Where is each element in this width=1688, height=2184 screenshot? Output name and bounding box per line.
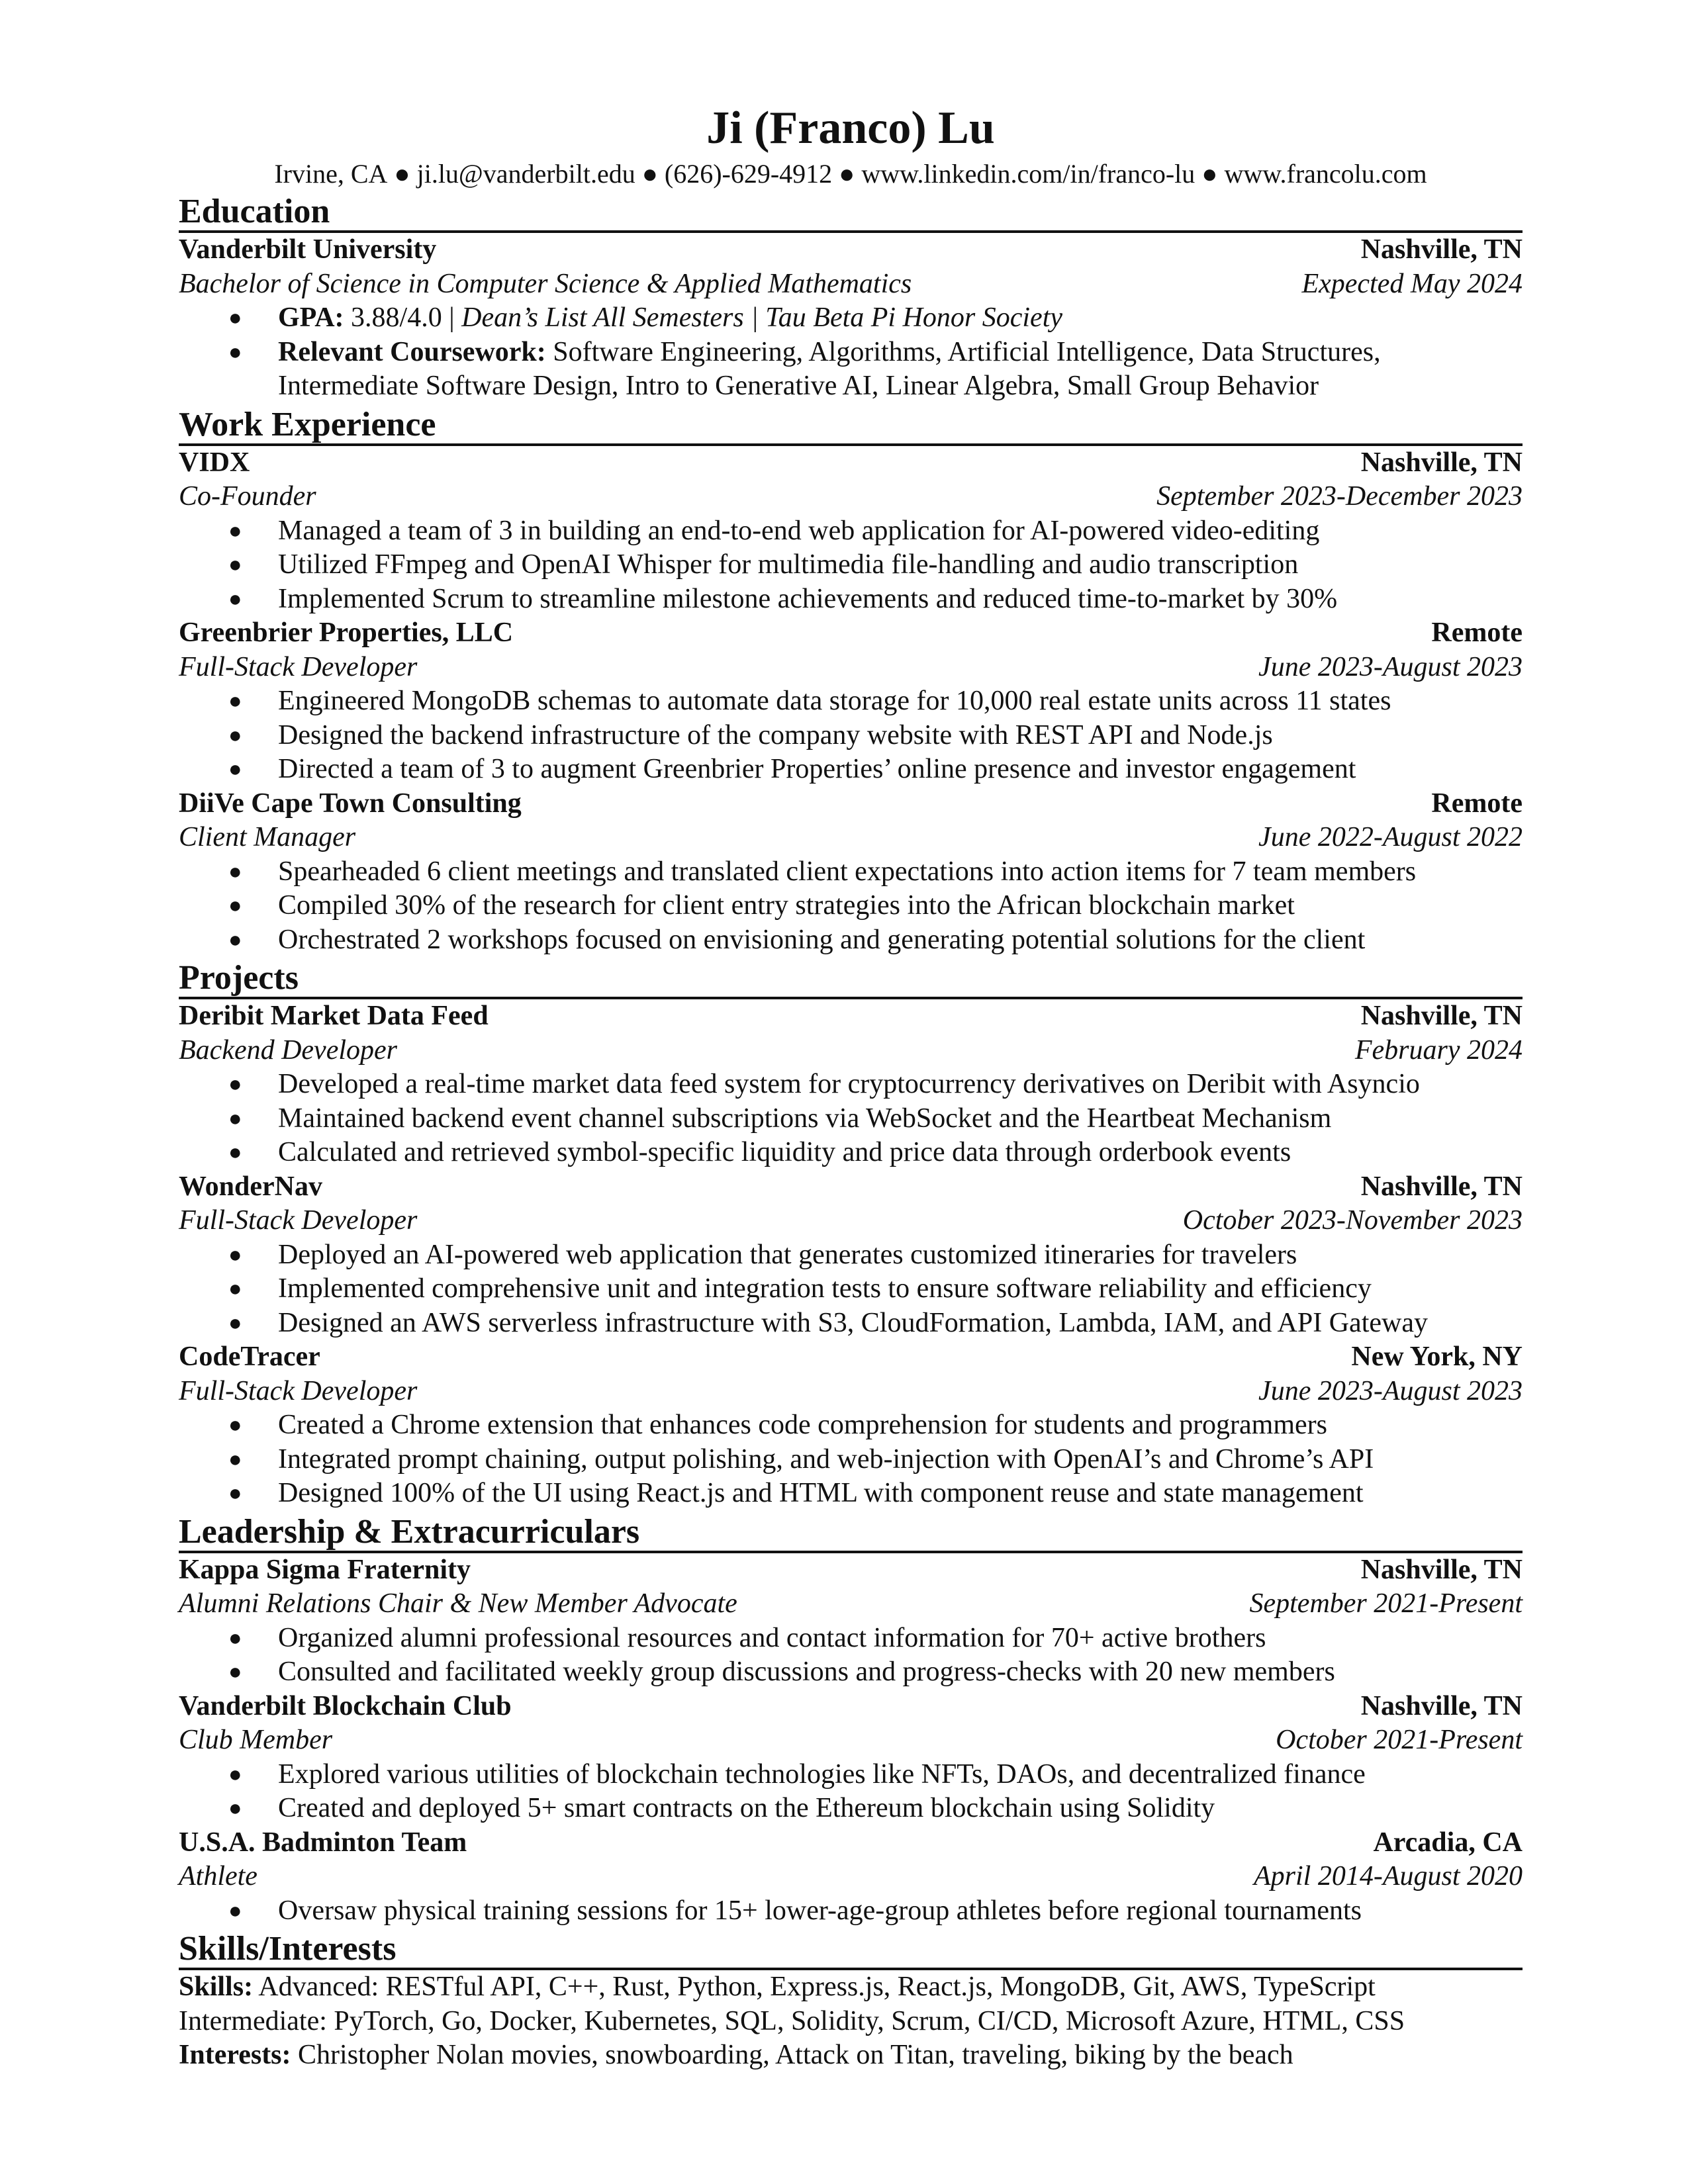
bullet-item — [228, 1068, 1523, 1102]
school-name: Vanderbilt University — [179, 234, 437, 265]
contact-website-link[interactable]: www.francolu.com — [1224, 159, 1427, 189]
entry-date: June 2023-August 2023 — [1258, 651, 1523, 682]
bullet-text: Maintained backend event channel subscriptions via WebSocket and the Heartbeat Mechanism — [278, 1103, 1332, 1134]
entry-bullets — [179, 1238, 1523, 1341]
education-degree-row — [179, 267, 1523, 302]
entry-role-row — [179, 1587, 1523, 1621]
degree: Bachelor of Science in Computer Science & Applied Mathematics — [179, 268, 912, 299]
organization-name: WonderNav — [179, 1171, 323, 1202]
bullet-dot: ● — [228, 893, 242, 918]
entry-role-row — [179, 1375, 1523, 1409]
interests-label: Interests: — [179, 2040, 291, 2070]
bullet-dot: ● — [228, 586, 242, 612]
bullet-item — [228, 889, 1523, 923]
entry-location: Nashville, TN — [1360, 1171, 1523, 1202]
skills-advanced: Advanced: RESTful API, C++, Rust, Python, Express.js, React.js, MongoDB, Git, AWS, TypeScript — [253, 1972, 1376, 2002]
entry — [179, 787, 1523, 958]
entry-location: Nashville, TN — [1360, 447, 1523, 478]
bullet-item — [228, 1272, 1523, 1306]
entry-role: Full-Stack Developer — [179, 1375, 418, 1406]
entry-date: June 2023-August 2023 — [1258, 1375, 1523, 1406]
entry-header-row — [179, 999, 1523, 1034]
entry-header-row — [179, 1826, 1523, 1860]
bullet-dot: ● — [228, 1413, 242, 1437]
entry-date: September 2023-December 2023 — [1156, 481, 1523, 512]
bullet-item — [228, 1136, 1523, 1170]
entry-bullets — [179, 1758, 1523, 1826]
bullet-text: Directed a team of 3 to augment Greenbrier Properties’ online presence and investor engagement — [278, 754, 1356, 784]
bullet-text: Implemented Scrum to streamline milestone achievements and reduced time-to-market by 30% — [278, 583, 1338, 614]
entry-location: Remote — [1431, 788, 1523, 819]
bullet-text: Integrated prompt chaining, output polishing, and web-injection with OpenAI’s and Chrome’s API — [278, 1443, 1374, 1475]
entry-role-row — [179, 1723, 1523, 1758]
entry — [179, 999, 1523, 1170]
entry-location: Remote — [1431, 617, 1523, 648]
bullet-dot: ● — [228, 1660, 242, 1684]
project-entries — [179, 999, 1523, 1511]
contact-line — [179, 158, 1523, 191]
entry-date: October 2023-November 2023 — [1182, 1205, 1523, 1236]
entry-location: Nashville, TN — [1360, 1001, 1523, 1031]
bullet-dot: ● — [228, 1481, 242, 1506]
bullet-dot: ● — [228, 1072, 242, 1097]
bullet-text: Utilized FFmpeg and OpenAI Whisper for multimedia file-handling and audio transcription — [278, 549, 1299, 580]
bullet-item — [228, 1894, 1523, 1929]
bullet-text: Deployed an AI-powered web application that generates customized itineraries for travelers — [278, 1239, 1297, 1270]
bullet-dot: ● — [228, 859, 242, 884]
bullet-text: Developed a real-time market data feed system for cryptocurrency derivatives on Deribit with Asyncio — [278, 1069, 1420, 1099]
entry-header-row — [179, 616, 1523, 651]
education-heading: Education — [179, 193, 1523, 233]
bullet-separator: ● — [839, 159, 855, 189]
bullet-item — [228, 1655, 1523, 1690]
organization-name: VIDX — [179, 447, 250, 478]
bullet-dot: ● — [228, 927, 242, 952]
bullet-item — [228, 1306, 1523, 1341]
entry-role: Full-Stack Developer — [179, 651, 418, 682]
work-entries — [179, 446, 1523, 958]
bullet-dot: ● — [228, 1106, 242, 1131]
entry-location: Arcadia, CA — [1373, 1827, 1523, 1858]
entry-date: October 2021-Present — [1276, 1725, 1523, 1755]
coursework-item — [228, 336, 1523, 404]
contact-phone: (626)-629-4912 — [664, 159, 833, 189]
entry-role: Backend Developer — [179, 1034, 397, 1066]
entry-date: September 2021-Present — [1249, 1588, 1523, 1619]
entry-role: Alumni Relations Chair & New Member Advocate — [179, 1588, 737, 1619]
bullet-dot: ● — [228, 723, 242, 748]
bullet-text: Implemented comprehensive unit and integration tests to ensure software reliability and efficiency — [278, 1273, 1372, 1304]
entry-bullets — [179, 1408, 1523, 1511]
entry-bullets — [179, 684, 1523, 787]
entry-date: June 2022-August 2022 — [1258, 822, 1523, 852]
organization-name: Greenbrier Properties, LLC — [179, 617, 514, 648]
contact-email[interactable]: ji.lu@vanderbilt.edu — [416, 159, 635, 189]
bullet-item — [228, 1477, 1523, 1511]
bullet-text: Managed a team of 3 in building an end-to-end web application for AI-powered video-editing — [278, 515, 1320, 546]
entry-header-row — [179, 1340, 1523, 1375]
bullet-text: Designed 100% of the UI using React.js and HTML with component reuse and state management — [278, 1478, 1364, 1508]
organization-name: Deribit Market Data Feed — [179, 1001, 489, 1031]
bullet-text: Spearheaded 6 client meetings and translated client expectations into action items for 7 team members — [278, 856, 1417, 887]
bullet-item — [228, 1408, 1523, 1443]
education-bullets — [179, 301, 1523, 404]
bullet-text: Consulted and facilitated weekly group discussions and progress-checks with 20 new members — [278, 1657, 1335, 1687]
entry-bullets — [179, 1621, 1523, 1690]
education-header-row — [179, 233, 1523, 267]
interests-line — [179, 2038, 1523, 2073]
gpa-value: 3.88/4.0 | — [344, 302, 462, 333]
bullet-text: Designed an AWS serverless infrastructure with S3, CloudFormation, Lambda, IAM, and API Gateway — [278, 1307, 1428, 1338]
bullet-dot: ● — [228, 1242, 242, 1267]
entry-role-row — [179, 1034, 1523, 1068]
entry-role: Client Manager — [179, 822, 356, 852]
bullet-item — [228, 582, 1523, 617]
school-location: Nashville, TN — [1360, 234, 1523, 265]
bullet-dot: ● — [228, 1762, 242, 1787]
organization-name: DiiVe Cape Town Consulting — [179, 788, 522, 819]
entry — [179, 1340, 1523, 1511]
bullet-text: Engineered MongoDB schemas to automate data storage for 10,000 real estate units across 11 states — [278, 686, 1391, 716]
entry-role-row — [179, 480, 1523, 514]
bullet-text: Created and deployed 5+ smart contracts on the Ethereum blockchain using Solidity — [278, 1793, 1215, 1823]
entry-bullets — [179, 855, 1523, 958]
bullet-text: Designed the backend infrastructure of the company website with REST API and Node.js — [278, 719, 1273, 751]
entry-bullets — [179, 514, 1523, 617]
bullet-dot: ● — [228, 1625, 242, 1651]
bullet-text: Oversaw physical training sessions for 15+ lower-age-group athletes before regional tournaments — [278, 1895, 1362, 1926]
entry-header-row — [179, 446, 1523, 480]
bullet-item — [228, 548, 1523, 582]
bullet-text: Organized alumni professional resources and contact information for 70+ active brothers — [278, 1622, 1266, 1653]
organization-name: Vanderbilt Blockchain Club — [179, 1690, 512, 1721]
bullet-item — [228, 855, 1523, 889]
coursework-label: Relevant Coursework: — [278, 336, 546, 367]
entry-date: April 2014-August 2020 — [1254, 1861, 1523, 1891]
bullet-dot: ● — [228, 1310, 242, 1336]
entry-bullets — [179, 1068, 1523, 1170]
gpa-honors: Dean’s List All Semesters | Tau Beta Pi Honor Society — [461, 302, 1063, 333]
entry-header-row — [179, 1690, 1523, 1724]
entry-date: February 2024 — [1354, 1034, 1523, 1066]
organization-name: U.S.A. Badminton Team — [179, 1827, 467, 1858]
graduation-date: Expected May 2024 — [1301, 268, 1523, 299]
entry — [179, 1690, 1523, 1826]
entry-role: Co-Founder — [179, 481, 316, 512]
entry-location: Nashville, TN — [1360, 1690, 1523, 1721]
bullet-item — [228, 1621, 1523, 1656]
bullet-dot: ● — [228, 757, 242, 782]
bullet-dot: ● — [228, 1447, 242, 1472]
entry-role-row — [179, 651, 1523, 685]
bullet-dot: ● — [228, 1140, 242, 1165]
bullet-dot: ● — [228, 518, 242, 543]
entry-header-row — [179, 1553, 1523, 1588]
coursework-value: Software Engineering, Algorithms, Artificial Intelligence, Data Structures, Intermediate Software Design, Intro to Generative AI, Linear Algebra, Small Group Behavior — [278, 336, 1381, 401]
entry-role: Club Member — [179, 1725, 333, 1755]
bullet-separator: ● — [641, 159, 658, 189]
bullet-separator: ● — [394, 159, 410, 189]
organization-name: CodeTracer — [179, 1342, 320, 1372]
bullet-dot: ● — [228, 1796, 242, 1821]
gpa-item — [228, 301, 1523, 336]
contact-linkedin-link[interactable]: www.linkedin.com/in/franco-lu — [861, 159, 1196, 189]
entry-role-row — [179, 821, 1523, 855]
entry-location: Nashville, TN — [1360, 1554, 1523, 1585]
skills-label: Skills: — [179, 1972, 254, 2002]
interests-value: Christopher Nolan movies, snowboarding, Attack on Titan, traveling, biking by the beach — [291, 2040, 1293, 2070]
entry — [179, 1826, 1523, 1929]
bullet-text: Orchestrated 2 workshops focused on envisioning and generating potential solutions for the client — [278, 924, 1366, 955]
bullet-item — [228, 1238, 1523, 1273]
leadership-heading: Leadership & Extracurriculars — [179, 1514, 1523, 1553]
contact-location: Irvine, CA — [274, 159, 388, 189]
entry — [179, 446, 1523, 617]
skills-advanced-line — [179, 1970, 1523, 2005]
entry-bullets — [179, 1894, 1523, 1929]
organization-name: Kappa Sigma Fraternity — [179, 1554, 471, 1585]
bullet-dot: ● — [228, 306, 242, 330]
work-heading: Work Experience — [179, 406, 1523, 446]
projects-heading: Projects — [179, 960, 1523, 999]
bullet-separator: ● — [1201, 159, 1218, 189]
bullet-item — [228, 1102, 1523, 1136]
candidate-name: Ji (Franco) Lu — [706, 103, 995, 154]
bullet-text: Explored various utilities of blockchain technologies like NFTs, DAOs, and decentralized finance — [278, 1758, 1366, 1790]
bullet-text: Compiled 30% of the research for client entry strategies into the African blockchain market — [278, 890, 1295, 921]
leadership-entries — [179, 1553, 1523, 1929]
skills-heading: Skills/Interests — [179, 1931, 1523, 1970]
bullet-item — [228, 923, 1523, 958]
entry-header-row — [179, 1170, 1523, 1205]
entry — [179, 1553, 1523, 1690]
bullet-item — [228, 1758, 1523, 1792]
bullet-dot: ● — [228, 340, 242, 365]
entry-role-row — [179, 1860, 1523, 1894]
bullet-dot: ● — [228, 689, 242, 713]
bullet-item — [228, 514, 1523, 549]
bullet-item — [228, 1792, 1523, 1826]
bullet-text: Calculated and retrieved symbol-specific liquidity and price data through orderbook events — [278, 1137, 1291, 1167]
skills-intermediate-line: Intermediate: PyTorch, Go, Docker, Kubernetes, SQL, Solidity, Scrum, CI/CD, Microsoft Azure, HTML, CSS — [179, 2005, 1405, 2036]
entry-role-row — [179, 1204, 1523, 1238]
entry — [179, 616, 1523, 787]
gpa-label: GPA: — [278, 302, 344, 333]
entry-header-row — [179, 787, 1523, 821]
bullet-item — [228, 1443, 1523, 1477]
bullet-dot: ● — [228, 1277, 242, 1301]
bullet-item — [228, 752, 1523, 787]
bullet-text: Created a Chrome extension that enhances code comprehension for students and programmers — [278, 1410, 1327, 1440]
entry-role: Athlete — [179, 1861, 258, 1891]
bullet-item — [228, 719, 1523, 753]
entry-role: Full-Stack Developer — [179, 1205, 418, 1236]
entry-location: New York, NY — [1351, 1342, 1523, 1372]
entry — [179, 1170, 1523, 1341]
bullet-item — [228, 684, 1523, 719]
bullet-dot: ● — [228, 1898, 242, 1923]
bullet-dot: ● — [228, 553, 242, 577]
